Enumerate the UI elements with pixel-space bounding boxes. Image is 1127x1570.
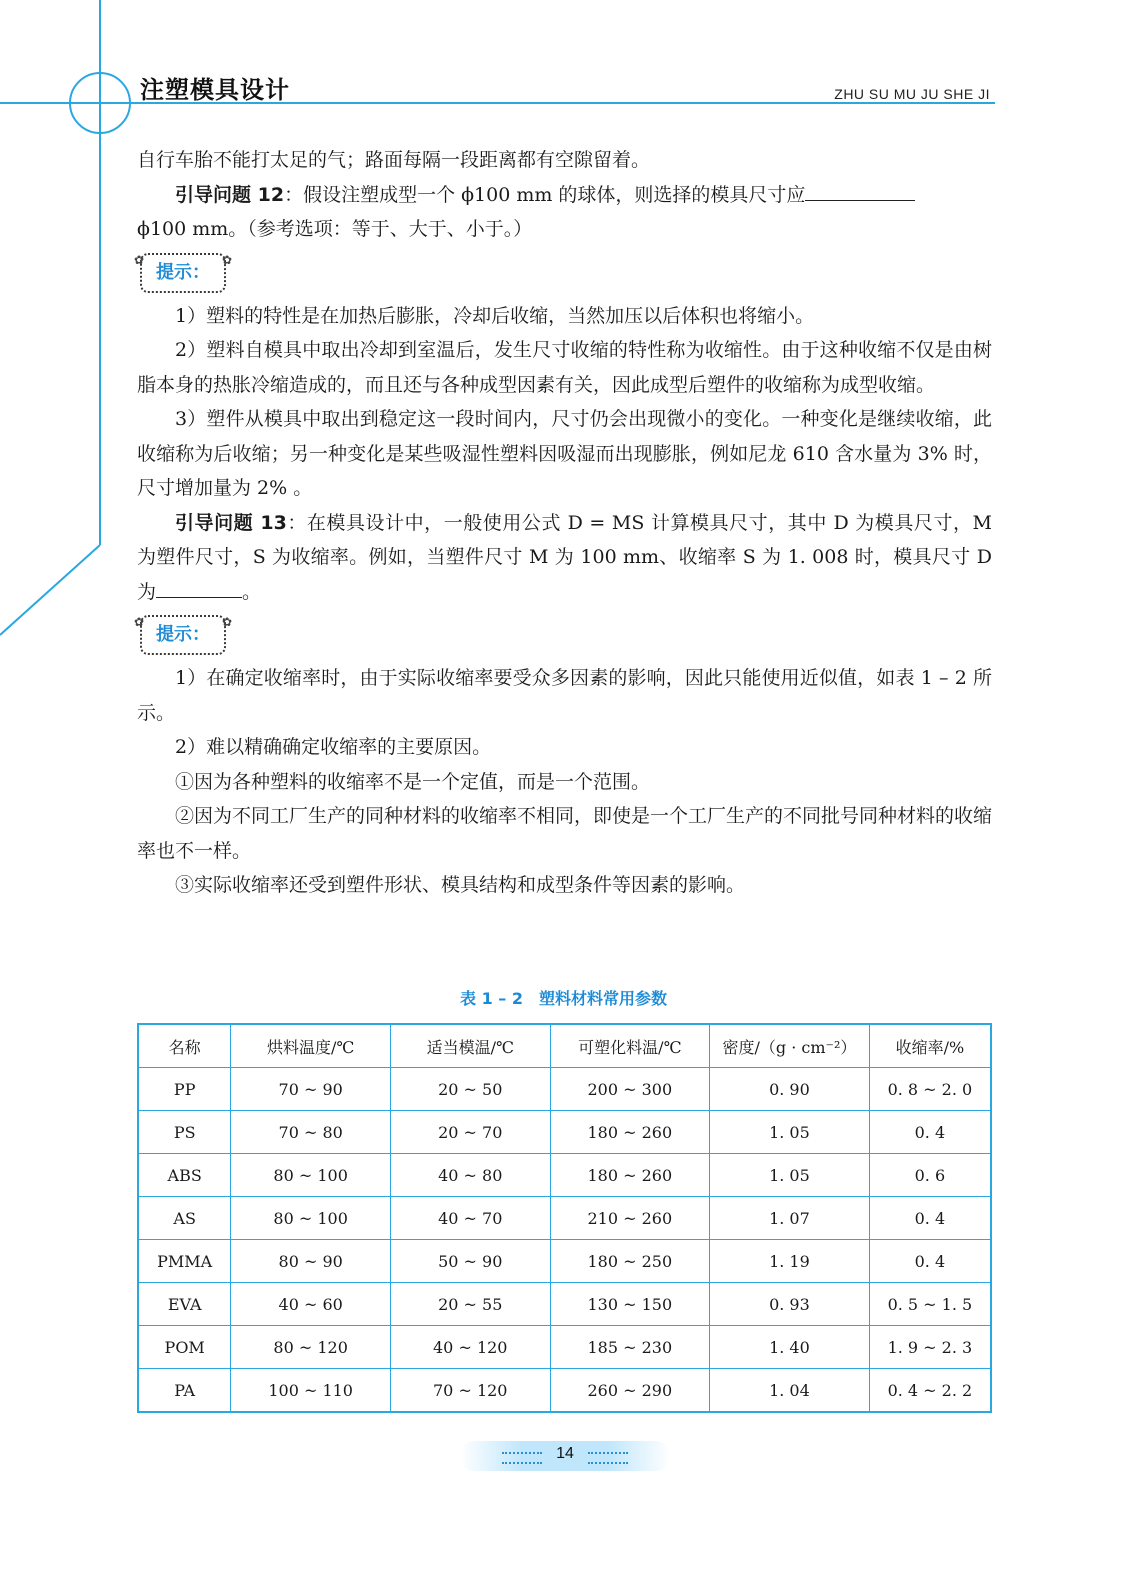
- table-cell: 1. 05: [710, 1154, 870, 1197]
- hint-item: 2）难以精确确定收缩率的主要原因。: [175, 736, 492, 758]
- hint-badge: ✿ 提示： ✿: [140, 615, 226, 655]
- table-row: [138, 1283, 991, 1326]
- table-row: [138, 1240, 991, 1283]
- table-cell: 80 ~ 100: [231, 1197, 391, 1240]
- plastic-parameters-table: [137, 1023, 992, 1413]
- hint-item: ②因为不同工厂生产的同种材料的收缩率不相同，即使是一个工厂生产的不同批号同种材料的收缩率也不一样。: [137, 805, 993, 862]
- table-cell: 0. 8 ~ 2. 0: [869, 1068, 991, 1111]
- column-header: 适当模温/℃: [390, 1024, 550, 1068]
- table-cell: 40 ~ 80: [390, 1154, 550, 1197]
- table-cell: 185 ~ 230: [550, 1326, 710, 1369]
- table-cell: ABS: [138, 1154, 231, 1197]
- table-cell: 20 ~ 50: [390, 1068, 550, 1111]
- table-cell: 70 ~ 120: [390, 1369, 550, 1413]
- table-cell: 180 ~ 260: [550, 1154, 710, 1197]
- column-header: 可塑化料温/℃: [550, 1024, 710, 1068]
- table-cell: 100 ~ 110: [231, 1369, 391, 1413]
- question-text: ：在模具设计中，一般使用公式 D = MS 计算模具尺寸，其中 D 为模具尺寸，M 为塑件尺寸，S 为收缩率。例如，当塑件尺寸 M 为 100 mm、收缩率 S 为 1. 008 时，模具尺寸 D 为: [137, 511, 992, 603]
- table-row: [138, 1369, 991, 1413]
- table-cell: 0. 93: [710, 1283, 870, 1326]
- table-header-row: [138, 1024, 991, 1068]
- page-number: 14: [556, 1445, 574, 1462]
- table-cell: 80 ~ 100: [231, 1154, 391, 1197]
- table-cell: PMMA: [138, 1240, 231, 1283]
- table-cell: 20 ~ 55: [390, 1283, 550, 1326]
- table-cell: 0. 4: [869, 1197, 991, 1240]
- table-cell: 180 ~ 250: [550, 1240, 710, 1283]
- question-continuation: ϕ100 mm。（参考选项：等于、大于、小于。）: [137, 218, 533, 240]
- column-header: 名称: [138, 1024, 231, 1068]
- column-header: 收缩率/%: [869, 1024, 991, 1068]
- book-title-pinyin: ZHU SU MU JU SHE JI: [834, 86, 990, 102]
- question-label: 引导问题 13: [175, 511, 287, 534]
- table-row: [138, 1326, 991, 1369]
- guiding-question-13: [137, 506, 992, 610]
- table-cell: 50 ~ 90: [390, 1240, 550, 1283]
- table-cell: 0. 4: [869, 1240, 991, 1283]
- table-row: [138, 1197, 991, 1240]
- hint-badge: ✿ 提示： ✿: [140, 253, 226, 293]
- main-text: [137, 143, 992, 903]
- table-cell: 0. 90: [710, 1068, 870, 1111]
- hint-item: 1）塑料的特性是在加热后膨胀，冷却后收缩，当然加压以后体积也将缩小。: [175, 304, 815, 327]
- book-title: 注塑模具设计: [140, 76, 290, 104]
- table-cell: 1. 9 ~ 2. 3: [869, 1326, 991, 1369]
- table-cell: 0. 5 ~ 1. 5: [869, 1283, 991, 1326]
- table-cell: POM: [138, 1326, 231, 1369]
- table-cell: 70 ~ 80: [231, 1111, 391, 1154]
- hint-item: 1）在确定收缩率时，由于实际收缩率要受众多因素的影响，因此只能使用近似值，如表 1 – 2 所示。: [137, 667, 992, 724]
- table-caption: 表 1 – 2 塑料材料常用参数: [460, 989, 667, 1008]
- table-cell: 210 ~ 260: [550, 1197, 710, 1240]
- table-cell: AS: [138, 1197, 231, 1240]
- table-cell: PA: [138, 1369, 231, 1413]
- table-cell: 1. 19: [710, 1240, 870, 1283]
- table-cell: 80 ~ 120: [231, 1326, 391, 1369]
- guiding-question-12: [137, 178, 992, 213]
- table-cell: 0. 4 ~ 2. 2: [869, 1369, 991, 1413]
- hint-item: 2）塑料自模具中取出冷却到室温后，发生尺寸收缩的特性称为收缩性。由于这种收缩不仅是由树脂本身的热胀冷缩造成的，而且还与各种成型因素有关，因此成型后塑件的收缩称为成型收缩。: [137, 339, 992, 396]
- table-cell: 70 ~ 90: [231, 1068, 391, 1111]
- table-cell: 1. 04: [710, 1369, 870, 1413]
- table-cell: 40 ~ 60: [231, 1283, 391, 1326]
- table-cell: 260 ~ 290: [550, 1369, 710, 1413]
- table-cell: EVA: [138, 1283, 231, 1326]
- column-header: 密度/（g · cm⁻²）: [710, 1024, 870, 1068]
- table-row: [138, 1111, 991, 1154]
- table-cell: 0. 4: [869, 1111, 991, 1154]
- page-number-badge: [460, 1441, 670, 1471]
- table-cell: PS: [138, 1111, 231, 1154]
- table-cell: 1. 05: [710, 1111, 870, 1154]
- question-label: 引导问题 12: [175, 183, 285, 206]
- table-cell: 1. 07: [710, 1197, 870, 1240]
- table-cell: 0. 6: [869, 1154, 991, 1197]
- table-cell: 180 ~ 260: [550, 1111, 710, 1154]
- column-header: 烘料温度/℃: [231, 1024, 391, 1068]
- table-cell: 20 ~ 70: [390, 1111, 550, 1154]
- question-end: 。: [242, 580, 262, 603]
- table-cell: 1. 40: [710, 1326, 870, 1369]
- table-cell: 40 ~ 70: [390, 1197, 550, 1240]
- hint-item: ③实际收缩率还受到塑件形状、模具结构和成型条件等因素的影响。: [175, 874, 746, 896]
- table-row: [138, 1154, 991, 1197]
- table-cell: 40 ~ 120: [390, 1326, 550, 1369]
- table-cell: 130 ~ 150: [550, 1283, 710, 1326]
- answer-blank[interactable]: [156, 575, 242, 598]
- question-text: ：假设注塑成型一个 ϕ100 mm 的球体，则选择的模具尺寸应: [284, 183, 806, 206]
- answer-blank[interactable]: [805, 178, 915, 201]
- paragraph: 自行车胎不能打太足的气；路面每隔一段距离都有空隙留着。: [137, 149, 651, 171]
- table-cell: 200 ~ 300: [550, 1068, 710, 1111]
- hint-item: 3）塑件从模具中取出到稳定这一段时间内，尺寸仍会出现微小的变化。一种变化是继续收缩，此收缩称为后收缩；另一种变化是某些吸湿性塑料因吸湿而出现膨胀，例如尼龙 610 含水量为 3% 时，尺寸增加量为 2% 。: [137, 408, 992, 499]
- hint-item: ①因为各种塑料的收缩率不是一个定值，而是一个范围。: [175, 770, 651, 793]
- table-cell: 80 ~ 90: [231, 1240, 391, 1283]
- table-row: [138, 1068, 991, 1111]
- table-cell: PP: [138, 1068, 231, 1111]
